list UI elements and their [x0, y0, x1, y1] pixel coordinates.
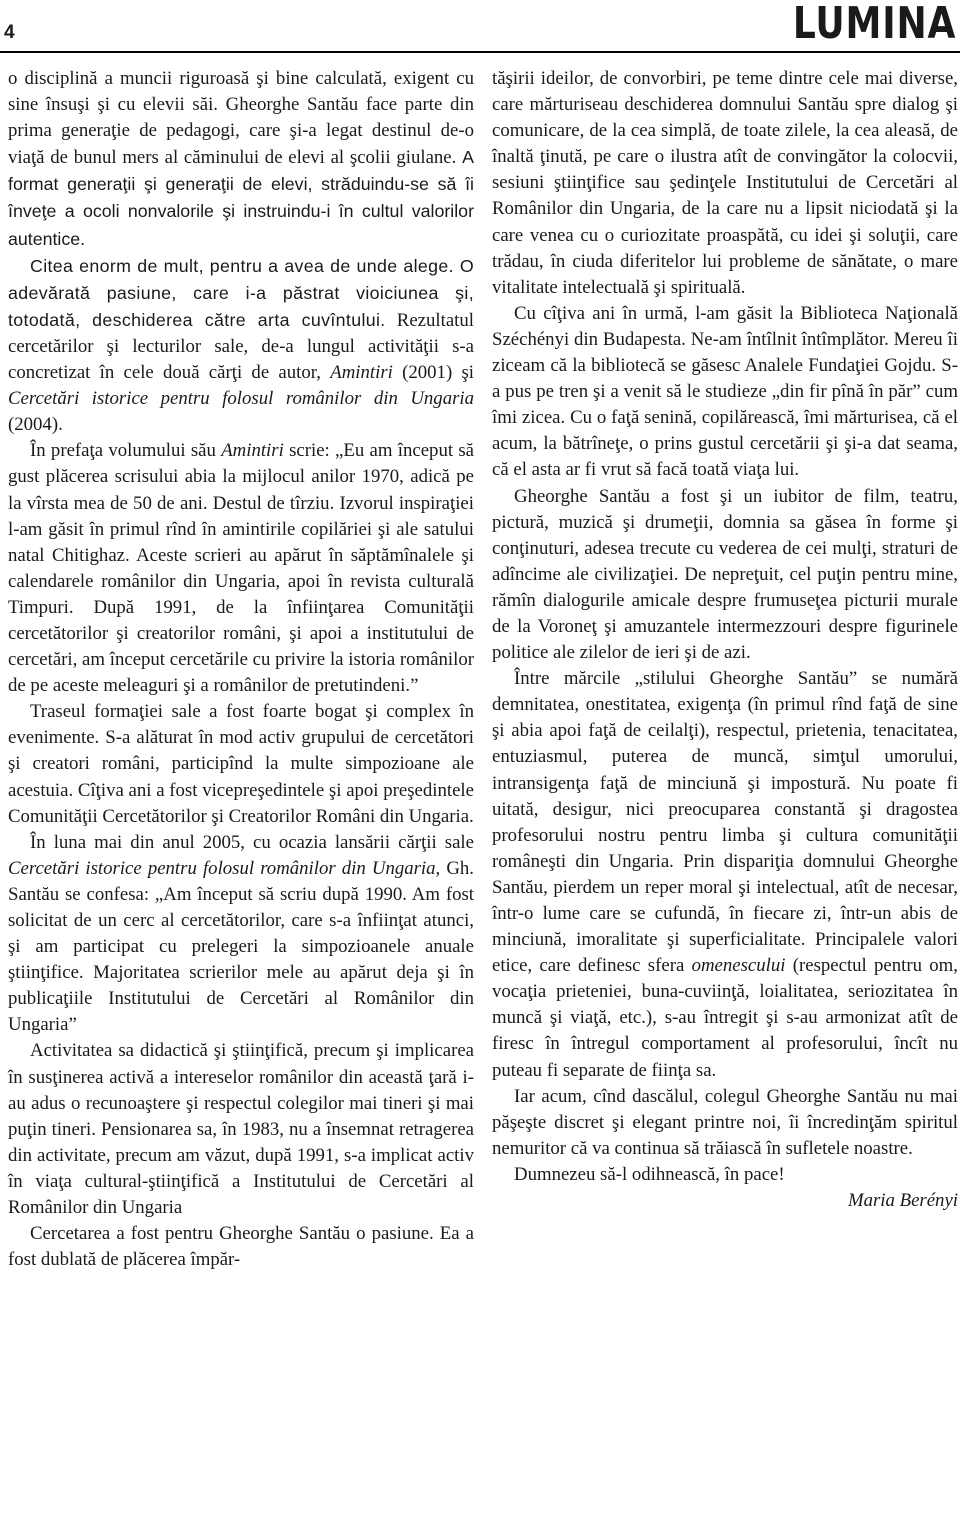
text-run: (2004).	[8, 414, 63, 436]
paragraph: Activitatea sa didactică şi ştiinţifică, precum şi implicarea în susţinerea activă a intereselor românilor din această ţară i-au adus o recunoaştere şi respectul colegilor mai tineri şi mai puţin tineri. Pensionarea sa, în 1983, nu a însemnat retragerea din activitate, precum am văzut, după 1991, s-a implicat activ în viaţa cultural-ştiinţifică a Institutului de Cercetări al Românilor din Ungaria	[8, 1040, 474, 1219]
page-header	[0, 0, 960, 60]
text-run: (respectul pentru om, vocaţia prieteniei, buna-cuviinţă, loialitatea, seriozitatea în muncă şi viaţă, etc.), s-au întregit şi s-au armonizat atît de firesc în întregul comportament al profesorului, încît nu puteau fi separate de fiinţa sa.	[492, 955, 958, 1081]
paragraph	[8, 66, 474, 253]
paragraph: Cercetarea a fost pentru Gheorghe Santău o pasiune. Ea a fost dublată de plăcerea împăr-	[8, 1223, 474, 1271]
text-run: Citea enorm de mult, pentru a avea de unde alege. O adevărată pasiune, care i-a păstrat vioiciunea şi, totodată, deschiderea către arta cuvîntului.	[8, 255, 474, 330]
paragraph: Gheorghe Santău a fost şi un iubitor de film, teatru, pictură, muzică şi drumeţii, domnia sa găsea în forme şi conţinuturi, adesea trecute cu vederea de cei mulţi, straturi de adîncime ale civilizaţiei. De nepreţuit, cel puţin pentru mine, rămîn dialogurile amicale despre frumuseţea picturii murale de la Voroneţ şi amuzantele intermezzouri despre figurinele politice ale zilelor de ieri şi de azi.	[492, 485, 958, 664]
paragraph	[8, 438, 474, 699]
text-run: Între mărcile „stilului Gheorghe Santău” se numără demnitatea, onestitatea, exigenţa (în primul rînd faţă de sine şi abia apoi faţă de ceilalţi), respectul, prietenia, tenacitatea, entuziasmul, puterea de muncă, simţul umorului, intransigenţa faţă de minciună şi impostură. Nu poate fi uitată, desigur, nici preocuparea constantă şi dragostea profesorului nostru pentru limba şi cultura comunităţii româneşti din Ungaria. Prin dispariţia domnului Gheorghe Santău, pierdem un reper moral şi intelectual, atît de necesar, într-o lume care se cufundă, în fiecare zi, într-un abis de minciună, imoralitate şi superficialitate. Principalele valori etice, care definesc sfera	[492, 668, 958, 977]
text-run: În luna mai din anul 2005, cu ocazia lansării cărţii sale	[30, 831, 474, 853]
paragraph	[8, 830, 474, 1039]
paragraph	[8, 253, 474, 439]
paragraph: Dumnezeu să-l odihnească, în pace!	[514, 1163, 785, 1185]
text-run: Gh. Santău se confesa: „Am început să scriu după 1990. Am fost solicitat de un cerc al cercetătorilor, care s-a înfiinţat atunci, şi am participat cu prelegeri la simpozioanele anuale ştiinţifice. Majoritatea scrierilor mele au apărut deja şi în publicaţiile Institutului de Cercetări al Românilor din Ungaria”	[8, 857, 474, 1036]
text-run: o disciplină a muncii riguroasă şi bine calculată, exigent cu sine însuşi şi cu elevii săi. Gheorghe Santău face parte din prima generaţie de pedagogi, care şi-a legat destinul de-o viaţă de bunul mers al căminului de elevi al şcolii giulane.	[8, 68, 474, 169]
left-column	[8, 66, 474, 1273]
book-title: Cercetări istorice pentru folosul românilor din Ungaria	[8, 388, 474, 410]
right-column	[492, 66, 958, 1214]
text-run: scrie: „Eu am început să gust plăcerea scrisului abia la mijlocul anilor 1970, adică pe la vîrsta mea de 50 de ani. Destul de tîrziu. Izvorul inspiraţiei l-am găsit în primul rînd în amintirile copilăriei şi ale satului natal Chitighaz. Aceste scrieri au apărut în săptămînalele şi calendarele românilor din Ungaria, apoi în revista culturală Timpuri. După 1991, de la înfiinţarea Comunităţii cercetătorilor şi creatorilor români, şi apoi a institutului de cercetări, am început cercetările cu privire la istoria românilor de pe aceste meleaguri şi a românilor de pretutindeni.”	[8, 440, 474, 697]
book-title: Amintiri	[221, 440, 284, 462]
author-signature: Maria Berényi	[847, 1190, 958, 1212]
text-run: A format generaţii şi generaţii de elevi, străduindu-se să îi înveţe a ocoli nonvalorile şi instruindu-i în cultul valorilor autentice.	[8, 147, 474, 249]
paragraph: tăşirii ideilor, de convorbiri, pe teme dintre cele mai diverse, care mărturiseau deschiderea domnului Santău spre dialog şi comunicare, de la cea simplă, de toate zilele, la cea aleasă, de înaltă ţinută, pe care o ilustra atît de convingător la colocvii, sesiuni ştiinţifice sau şedinţele Institutului de Cercetări al Românilor din Ungaria, de la care nu a lipsit niciodată şi la care venea cu o curiozitate proaspătă, cu idei şi soluţii, care trădau, în ciuda diferitelor lui probleme de sănătate, o mare vitalitate intelectuală şi spirituală.	[492, 68, 958, 298]
paragraph	[492, 666, 958, 1084]
publication-title: LUMINA	[792, 0, 956, 49]
book-title: Cercetări istorice pentru folosul românilor din Ungaria,	[8, 857, 441, 879]
text-run: În prefaţa volumului său	[30, 440, 222, 462]
italic-term: omenescului	[691, 955, 786, 977]
text-run: (2001) şi	[392, 362, 475, 384]
paragraph: Iar acum, cînd dascălul, colegul Gheorghe Santău nu mai păşeşte discret şi elegant printre noi, îi încredinţăm spiritul nemuritor că va continua să trăiască în sufletele noastre.	[492, 1085, 958, 1159]
header-rule	[0, 51, 960, 53]
text-run: Rezultatul cercetărilor şi lecturilor sale, de-a lungul activităţii s-a concretizat în cele două cărţi de autor,	[8, 309, 474, 384]
paragraph: Cu cîţiva ani în urmă, l-am găsit la Biblioteca Naţională Széchényi din Budapesta. Ne-am întîlnit întîmplător. Mereu îi ziceam că la bibliotecă se găsesc Analele Fundaţiei Gojdu. S-a pus pe tren şi a venit să le studieze „din fir pînă în păr” cum îmi zicea. Cu o faţă senină, copilărească, îmi mărturisea, că el acum, la bătrîneţe, o prins gustul cercetării şi şi-a dat seama, că el asta ar fi vrut să facă toată viaţa lui.	[492, 302, 958, 481]
paragraph: Traseul formaţiei sale a fost foarte bogat şi complex în evenimente. S-a alăturat în mod activ grupului de cercetători şi creatori români, participînd la multe simpozioane ale acestuia. Cîţiva ani a fost vicepreşedintele şi apoi preşedintele Comunităţii Cercetătorilor şi Creatorilor Români din Ungaria.	[8, 701, 474, 827]
page-number: 4	[4, 22, 15, 43]
book-title: Amintiri	[330, 362, 393, 384]
